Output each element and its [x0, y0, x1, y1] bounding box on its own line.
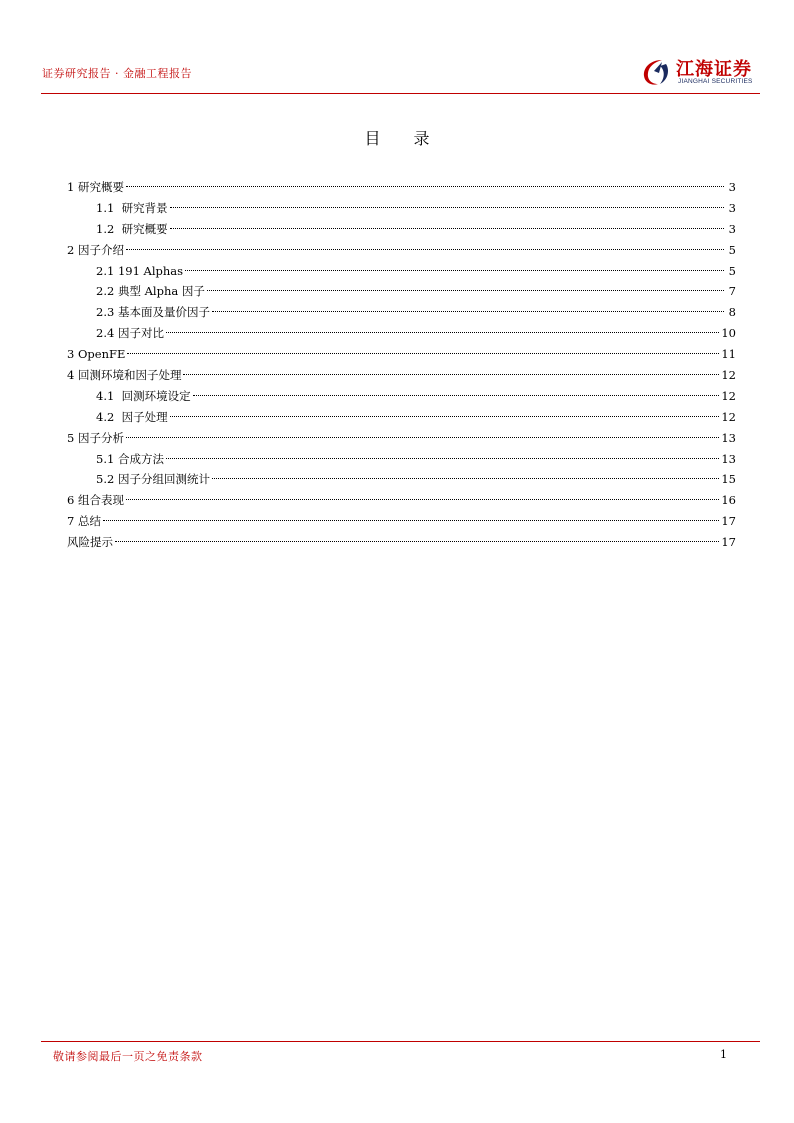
- toc-entry-label: 5 因子分析: [67, 430, 124, 445]
- toc-entry[interactable]: [67, 198, 736, 219]
- toc-leader-dots: [212, 478, 719, 479]
- brand-name-cn: 江海证券: [676, 59, 752, 80]
- toc-entry[interactable]: [67, 261, 736, 282]
- toc-entry[interactable]: [67, 240, 736, 261]
- toc-leader-dots: [126, 186, 724, 187]
- table-of-contents: [67, 177, 736, 553]
- toc-entry-page: 15: [721, 472, 736, 487]
- toc-leader-dots: [115, 541, 719, 542]
- toc-entry[interactable]: [67, 449, 736, 470]
- toc-entry-label: 5.1 合成方法: [96, 451, 164, 466]
- toc-entry-page: 17: [721, 535, 736, 550]
- toc-entry-page: 8: [728, 305, 736, 320]
- toc-entry-page: 5: [728, 242, 736, 257]
- toc-entry[interactable]: [67, 407, 736, 428]
- toc-entry[interactable]: [67, 323, 736, 344]
- toc-leader-dots: [127, 353, 719, 354]
- toc-title: 目 录: [364, 129, 444, 148]
- toc-entry-label: 4 回测环境和因子处理: [67, 368, 182, 383]
- toc-entry-page: 17: [721, 514, 736, 529]
- toc-entry[interactable]: [67, 219, 736, 240]
- toc-entry-page: 16: [721, 493, 736, 508]
- toc-leader-dots: [166, 332, 719, 333]
- brand-mark-icon: [640, 56, 672, 88]
- toc-entry[interactable]: [67, 532, 736, 553]
- toc-leader-dots: [166, 458, 719, 459]
- toc-entry-label: 1 研究概要: [67, 180, 124, 194]
- toc-leader-dots: [103, 520, 719, 521]
- toc-entry-page: 11: [721, 347, 736, 362]
- toc-entry-page: 13: [721, 451, 736, 466]
- brand-name-en: JIANGHAI SECURITIES: [678, 78, 753, 85]
- toc-leader-dots: [170, 416, 720, 417]
- toc-entry[interactable]: [67, 302, 736, 323]
- toc-entry-label: 1.2 研究概要: [96, 221, 168, 236]
- toc-entry-label: 3 OpenFE: [67, 347, 126, 362]
- toc-entry[interactable]: [67, 386, 736, 407]
- toc-leader-dots: [126, 437, 719, 438]
- toc-entry[interactable]: [67, 469, 736, 490]
- toc-leader-dots: [185, 270, 724, 271]
- toc-entry[interactable]: [67, 365, 736, 386]
- toc-entry-page: 12: [721, 388, 736, 403]
- toc-entry-page: 5: [728, 263, 736, 278]
- header-divider: [41, 93, 760, 94]
- toc-entry-page: 7: [728, 284, 736, 299]
- toc-entry-label: 2.3 基本面及量价因子: [96, 305, 210, 320]
- toc-leader-dots: [126, 249, 724, 250]
- toc-entry-page: 12: [721, 368, 736, 383]
- toc-leader-dots: [212, 311, 724, 312]
- page-number: 1: [720, 1048, 727, 1061]
- toc-entry-page: 3: [728, 180, 736, 194]
- toc-leader-dots: [170, 207, 724, 208]
- toc-entry-page: 13: [721, 430, 736, 445]
- toc-entry-label: 2 因子介绍: [67, 242, 124, 257]
- toc-leader-dots: [126, 499, 719, 500]
- toc-entry-label: 6 组合表现: [67, 493, 124, 508]
- toc-entry[interactable]: [67, 428, 736, 449]
- toc-entry-label: 4.2 因子处理: [96, 409, 168, 424]
- toc-entry-page: 10: [721, 326, 736, 341]
- toc-entry-page: 3: [728, 200, 736, 215]
- toc-leader-dots: [207, 290, 724, 291]
- toc-entry-label: 4.1 回测环境设定: [96, 388, 191, 403]
- toc-entry-label: 2.4 因子对比: [96, 326, 164, 341]
- toc-entry-label: 风险提示: [67, 535, 113, 550]
- toc-leader-dots: [193, 395, 720, 396]
- toc-entry[interactable]: [67, 490, 736, 511]
- toc-entry-label: 2.2 典型 Alpha 因子: [96, 284, 205, 299]
- report-category: 证券研究报告 · 金融工程报告: [42, 67, 192, 80]
- footer-divider: [41, 1041, 760, 1042]
- toc-entry-page: 3: [728, 221, 736, 236]
- toc-entry[interactable]: [67, 177, 736, 198]
- toc-leader-dots: [170, 228, 724, 229]
- toc-entry-label: 2.1 191 Alphas: [96, 263, 184, 278]
- footer-disclaimer: 敬请参阅最后一页之免责条款: [53, 1050, 203, 1063]
- toc-entry-page: 12: [721, 409, 736, 424]
- toc-entry-label: 7 总结: [67, 514, 101, 529]
- brand-logo: [640, 54, 762, 90]
- toc-entry[interactable]: [67, 281, 736, 302]
- toc-entry-label: 1.1 研究背景: [96, 200, 168, 215]
- toc-leader-dots: [183, 374, 719, 375]
- toc-entry[interactable]: [67, 344, 736, 365]
- toc-entry-label: 5.2 因子分组回测统计: [96, 472, 210, 487]
- toc-entry[interactable]: [67, 511, 736, 532]
